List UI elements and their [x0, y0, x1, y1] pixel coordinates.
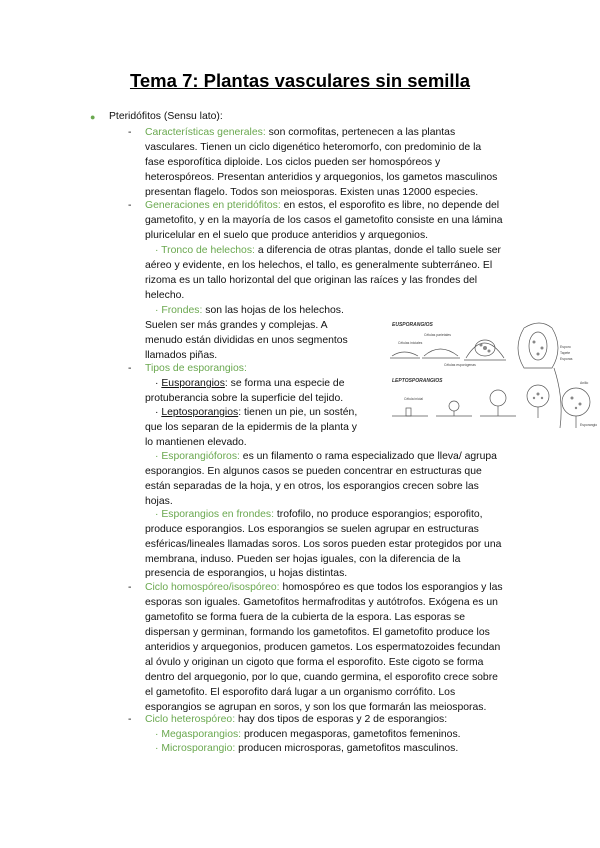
item-label: · Tronco de helechos:: [155, 245, 255, 256]
figure-label: Esporangio: [580, 423, 598, 427]
item-generaciones: [145, 198, 499, 213]
item-text: homospóreo es que todos los esporangios y las: [282, 582, 503, 593]
item-mega: [155, 727, 461, 742]
dash-icon: -: [128, 200, 132, 211]
item-esporangioforos: [155, 449, 497, 464]
item-text: : tienen un pie, un sostén,: [238, 407, 358, 418]
item-leptosporangios: [155, 405, 357, 420]
item-micro: [155, 741, 458, 756]
text-line: heterospóreos. Presentan anteridios y arquegonios, los gametos masculinos: [145, 172, 498, 183]
text-line: esféricas/lineales llamadas soros. Los soros pueden estar protegidos por una: [145, 539, 502, 550]
item-prefix: ·: [155, 378, 159, 389]
item-tipos: Tipos de esporangios:: [145, 363, 247, 374]
text-line: aéreo y evidente, en los helechos, el tallo, es generalmente subterráneo. El: [145, 260, 493, 271]
sporangia-figure: [384, 318, 599, 438]
text-line: rizoma es un tallo horizontal del que originan las raíces y las frondes del: [145, 275, 478, 286]
text-line: membrana, induso. Pueden ser hojas iguales, con la diferencia de la: [145, 554, 461, 565]
item-text: producen megasporas, gametofitos femeninos.: [243, 729, 461, 740]
item-text: hay dos tipos de esporas y 2 de esporangios:: [238, 714, 448, 725]
item-text: son las hojas de los helechos.: [205, 305, 344, 316]
item-text: es un filamento o rama especializado que lleva/ agrupa: [242, 451, 497, 462]
item-label: Eusporangios: [161, 378, 225, 389]
item-label: · Esporangios en frondes:: [155, 509, 274, 520]
text-line: dentro del arquegonio, por lo que, cuando germina, el esporofito crece sobre: [145, 672, 498, 683]
item-heterosporeo: [145, 712, 447, 727]
item-label: · Frondes:: [155, 305, 203, 316]
figure-label: Tapete: [560, 351, 571, 355]
text-line: que los separan de la epidermis de la planta y: [145, 422, 357, 433]
item-label: Leptosporangios: [161, 407, 239, 418]
text-line: esporas son iguales. Gametofitos hermafroditas y autótrofos. Exógena es un: [145, 597, 498, 608]
item-text: a diferencia de otras plantas, donde el tallo suele ser: [257, 245, 502, 256]
page-title: Tema 7: Plantas vasculares sin semilla: [129, 70, 471, 91]
text-line: el gametofito. El esporofito dará lugar a un organismo corrófito. Los: [145, 687, 456, 698]
text-line: al óvulo y originan un cigoto que forma el esporofito. Este cigoto se forma: [145, 657, 484, 668]
text-line: protuberancia sobre la superficie del tejido.: [145, 393, 344, 404]
dash-icon: -: [128, 363, 132, 374]
text-line: esporangios se agrupan en soros, y son los que formarán las meiosporas.: [145, 702, 487, 713]
item-text: trofofilo, no produce esporangios; esporofito,: [276, 509, 483, 520]
item-eusporangios: [155, 376, 344, 391]
item-text: son cormofitas, pertenecen a las plantas: [268, 127, 456, 138]
item-text: en estos, el esporofito es libre, no depende del: [283, 200, 500, 211]
text-line: gametofito, y en la mayoría de los casos el gametofito consiste en una lámina: [145, 215, 503, 226]
text-line: hojas.: [145, 496, 173, 507]
text-line: anteridios y arquegonios, producen gametos. Los espermatozoides fecundan: [145, 642, 501, 653]
item-label: Generaciones en pteridófitos:: [145, 200, 281, 211]
item-prefix: ·: [155, 407, 159, 418]
section-heading: Pteridófitos (Sensu lato):: [109, 111, 223, 122]
leptosporangios-title: LEPTOSPORANGIOS: [392, 378, 443, 384]
item-caract: [145, 125, 455, 140]
item-label: Ciclo homospóreo/isospóreo:: [145, 582, 280, 593]
text-line: llamados piñas.: [145, 350, 218, 361]
item-homosporeo: [145, 580, 503, 595]
item-label: · Esporangióforos:: [155, 451, 240, 462]
text-line: produce esporangios. Los esporangios se suelen agrupar en estructuras: [145, 524, 479, 535]
figure-label: Esporas: [560, 357, 573, 361]
dash-icon: -: [128, 582, 132, 593]
item-text: producen microsporas, gametofitos masculinos.: [238, 743, 459, 754]
item-tronco: [155, 243, 501, 258]
figure-label: Células iniciales: [398, 341, 423, 345]
figure-label: Células esporógenas: [444, 363, 476, 367]
dash-icon: -: [128, 127, 132, 138]
text-line: fase esporofítica diploide. Los ciclos pueden ser homospóreos y: [145, 157, 441, 168]
text-line: Suelen ser más grandes y complejas. A: [145, 320, 328, 331]
item-label: Características generales:: [145, 127, 266, 138]
item-label: · Megasporangios:: [155, 729, 242, 740]
item-label: Ciclo heterospóreo:: [145, 714, 236, 725]
item-label: · Microsporangio:: [155, 743, 236, 754]
item-frondes2: [155, 507, 483, 522]
bullet-icon: ●: [90, 112, 96, 122]
text-line: vasculares. Tienen un ciclo digenético heteromorfo, con predominio de la: [145, 142, 482, 153]
eusporangios-title: EUSPORANGIOS: [392, 322, 433, 328]
text-line: pluricelular en el suelo que produce anteridios y arquegonios.: [145, 230, 429, 241]
text-line: esporangios. En algunos casos se pueden concentrar en estructuras que: [145, 466, 482, 477]
text-line: lo mantienen elevado.: [145, 437, 247, 448]
item-frondes: [155, 303, 344, 318]
item-text: : se forma una especie de: [224, 378, 345, 389]
text-line: gametofito se forma fuera de la cubierta de la espora. Las esporas se: [145, 612, 465, 623]
dash-icon: -: [128, 714, 132, 725]
figure-label: Esporo: [560, 345, 571, 349]
text-line: helecho.: [145, 290, 185, 301]
text-line: están separadas de la hoja, y en otros, los esporangios crecen sobre las: [145, 481, 479, 492]
text-line: dispersan y germinan, formando los gametofitos. El gametofito produce los: [145, 627, 490, 638]
text-line: presentan flagelo. Todos son meiosporas. Existen unas 12000 especies.: [145, 187, 479, 198]
text-line: presencia de esporangios, u hojas distintas.: [145, 568, 348, 579]
figure-label: Células parietales: [424, 333, 451, 337]
figure-label: Célula inicial: [404, 397, 424, 401]
text-line: menudo están divididas en unos segmentos: [145, 335, 348, 346]
figure-label: Anillo: [580, 381, 589, 385]
